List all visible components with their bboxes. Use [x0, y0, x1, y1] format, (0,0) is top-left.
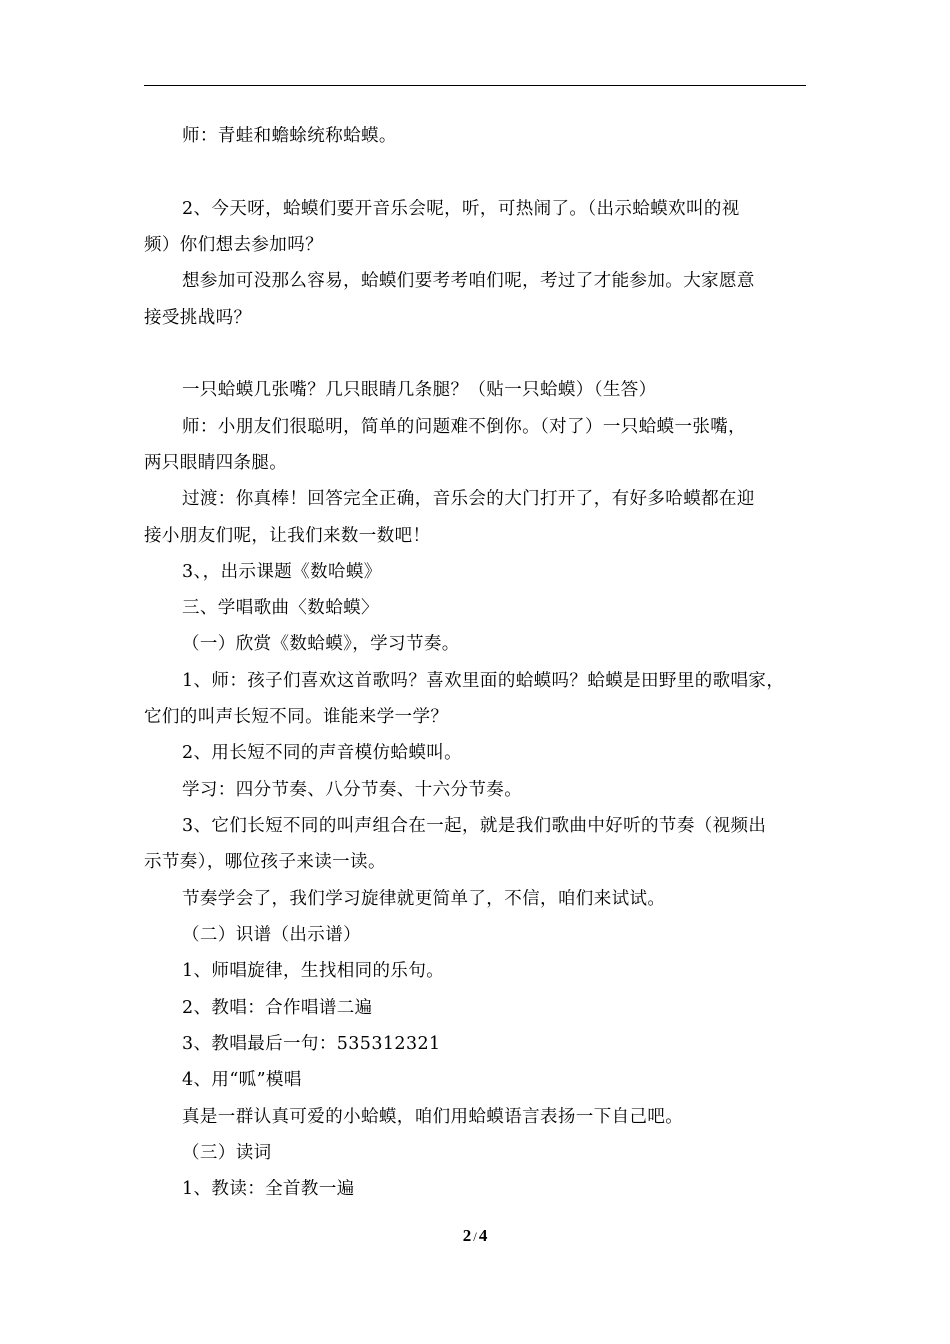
paragraph: 接受挑战吗？ — [144, 308, 252, 328]
paragraph: 2、今天呀，蛤蟆们要开音乐会呢，听，可热闹了。（出示蛤蟆欢叫的视 — [182, 199, 740, 219]
paragraph: 3、它们长短不同的叫声组合在一起，就是我们歌曲中好听的节奏（视频出 — [182, 816, 767, 836]
paragraph: 3、，出示课题《数哈蟆》 — [182, 562, 382, 582]
paragraph: 接小朋友们呢，让我们来数一数吧！ — [144, 526, 431, 546]
paragraph: 1、师唱旋律，生找相同的乐句。 — [182, 961, 445, 981]
subsection-heading: （二）识谱（出示谱） — [182, 925, 361, 945]
page-separator: / — [473, 1229, 477, 1244]
paragraph: 一只蛤蟆几张嘴？几只眼睛几条腿？（贴一只蛤蟆）（生答） — [182, 380, 657, 400]
paragraph: 频）你们想去参加吗？ — [144, 235, 323, 255]
paragraph: 示节奏），哪位孩子来读一读。 — [144, 852, 386, 872]
paragraph: 1、教读：全首教一遍 — [182, 1179, 355, 1199]
subsection-heading: （一）欣赏《数蛤蟆》，学习节奏。 — [182, 634, 460, 654]
paragraph: 学习：四分节奏、八分节奏、十六分节奏。 — [182, 780, 523, 800]
paragraph: 1、师：孩子们喜欢这首歌吗？喜欢里面的蛤蟆吗？蛤蟆是田野里的歌唱家， — [182, 671, 785, 691]
paragraph: 真是一群认真可爱的小蛤蟆，咱们用蛤蟆语言表扬一下自己吧。 — [182, 1107, 684, 1127]
paragraph: 4、用“呱”模唱 — [182, 1070, 302, 1090]
paragraph: 师：小朋友们很聪明，简单的问题难不倒你。（对了）一只蛤蟆一张嘴， — [182, 417, 747, 437]
paragraph: 节奏学会了，我们学习旋律就更简单了，不信，咱们来试试。 — [182, 889, 666, 909]
total-pages: 4 — [478, 1226, 488, 1245]
subsection-heading: （三）读词 — [182, 1143, 272, 1163]
section-heading: 三、学唱歌曲〈数蛤蟆〉 — [182, 598, 379, 618]
paragraph: 想参加可没那么容易，蛤蟆们要考考咱们呢，考过了才能参加。大家愿意 — [182, 271, 755, 291]
paragraph: 它们的叫声长短不同。谁能来学一学？ — [144, 707, 449, 727]
paragraph: 过渡：你真棒！回答完全正确，音乐会的大门打开了，有好多哈蟆都在迎 — [182, 489, 755, 509]
paragraph: 两只眼睛四条腿。 — [144, 453, 288, 473]
paragraph: 2、教唱：合作唱谱二遍 — [182, 998, 373, 1018]
paragraph: 2、用长短不同的声音模仿蛤蟆叫。 — [182, 743, 463, 763]
current-page: 2 — [462, 1226, 472, 1245]
paragraph: 师：青蛙和蟾蜍统称蛤蟆。 — [182, 126, 397, 146]
page-number — [0, 1226, 950, 1246]
paragraph: 3、教唱最后一句：535312321 — [182, 1034, 441, 1054]
header-rule — [144, 85, 806, 86]
